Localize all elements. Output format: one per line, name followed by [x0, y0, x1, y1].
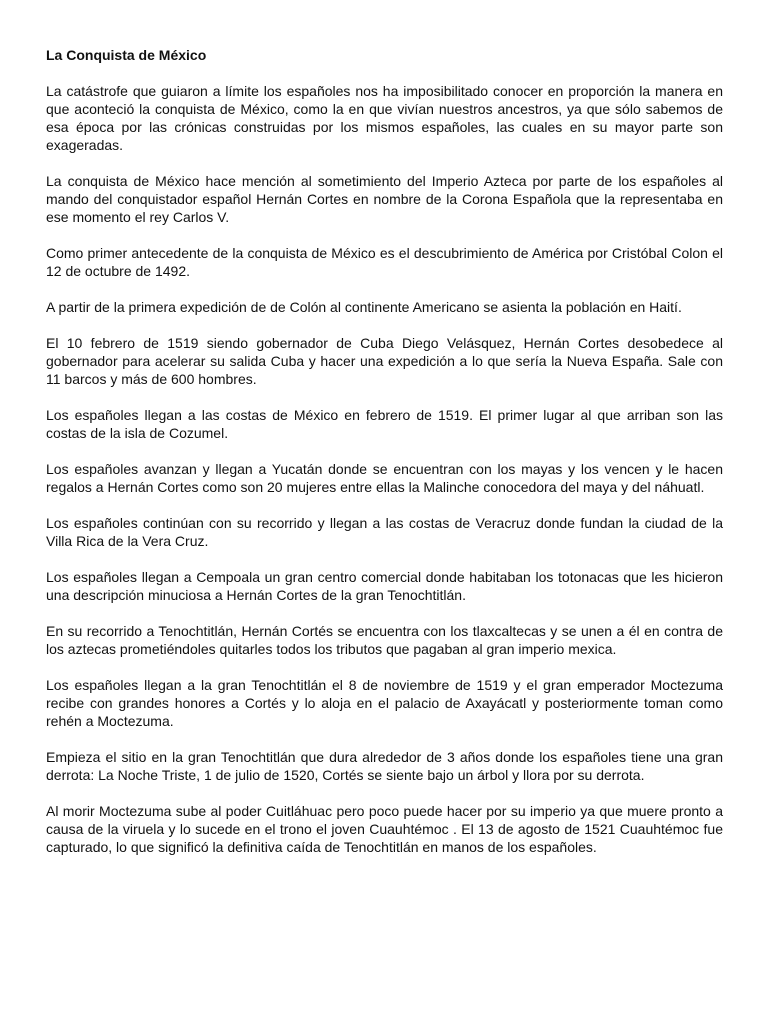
paragraph: Al morir Moctezuma sube al poder Cuitláhuac pero poco puede hacer por su imperio ya que muere pronto a causa de la viruela y lo sucede en el trono el joven Cuauhtémoc . El 13 de agosto de 1521 Cuauhtémoc fue capturado, lo que significó la definitiva caída de Tenochtitlán en manos de los españoles. — [46, 803, 723, 855]
paragraph: Los españoles llegan a la gran Tenochtitlán el 8 de noviembre de 1519 y el gran emperador Moctezuma recibe con grandes honores a Cortés y lo aloja en el palacio de Axayácatl y posteriormente toman como rehén a Moctezuma. — [46, 677, 723, 729]
paragraph: Como primer antecedente de la conquista de México es el descubrimiento de América por Cristóbal Colon el 12 de octubre de 1492. — [46, 245, 723, 279]
paragraph: A partir de la primera expedición de de Colón al continente Americano se asienta la población en Haití. — [46, 299, 682, 315]
paragraph: Los españoles llegan a las costas de México en febrero de 1519. El primer lugar al que arriban son las costas de la isla de Cozumel. — [46, 407, 723, 441]
paragraph: El 10 febrero de 1519 siendo gobernador de Cuba Diego Velásquez, Hernán Cortes desobedece al gobernador para acelerar su salida Cuba y hacer una expedición a lo que sería la Nueva España. Sale con 11 barcos y más de 600 hombres. — [46, 335, 723, 387]
paragraph: Empieza el sitio en la gran Tenochtitlán que dura alrededor de 3 años donde los españoles tiene una gran derrota: La Noche Triste, 1 de julio de 1520, Cortés se siente bajo un árbol y llora por su derrota. — [46, 749, 723, 783]
paragraph: Los españoles continúan con su recorrido y llegan a las costas de Veracruz donde fundan la ciudad de la Villa Rica de la Vera Cruz. — [46, 515, 723, 549]
document-title: La Conquista de México — [46, 47, 207, 63]
paragraph: En su recorrido a Tenochtitlán, Hernán Cortés se encuentra con los tlaxcaltecas y se unen a él en contra de los aztecas prometiéndoles quitarles todos los tributos que pagaban al gran imperio mexica. — [46, 623, 723, 657]
paragraph: La catástrofe que guiaron a límite los españoles nos ha imposibilitado conocer en proporción la manera en que aconteció la conquista de México, como la en que vivían nuestros ancestros, ya que sólo sabemos de esa época por las crónicas construidas por los mismos españoles, las cuales en su mayor parte son exageradas. — [46, 83, 723, 153]
paragraph: Los españoles llegan a Cempoala un gran centro comercial donde habitaban los totonacas que les hicieron una descripción minuciosa a Hernán Cortes de la gran Tenochtitlán. — [46, 569, 723, 603]
document-body — [46, 46, 723, 874]
paragraph: Los españoles avanzan y llegan a Yucatán donde se encuentran con los mayas y los vencen y le hacen regalos a Hernán Cortes como son 20 mujeres entre ellas la Malinche conocedora del maya y del náhuatl. — [46, 461, 723, 495]
paragraph: La conquista de México hace mención al sometimiento del Imperio Azteca por parte de los españoles al mando del conquistador español Hernán Cortes en nombre de la Corona Española que la representaba en ese momento el rey Carlos V. — [46, 173, 723, 225]
